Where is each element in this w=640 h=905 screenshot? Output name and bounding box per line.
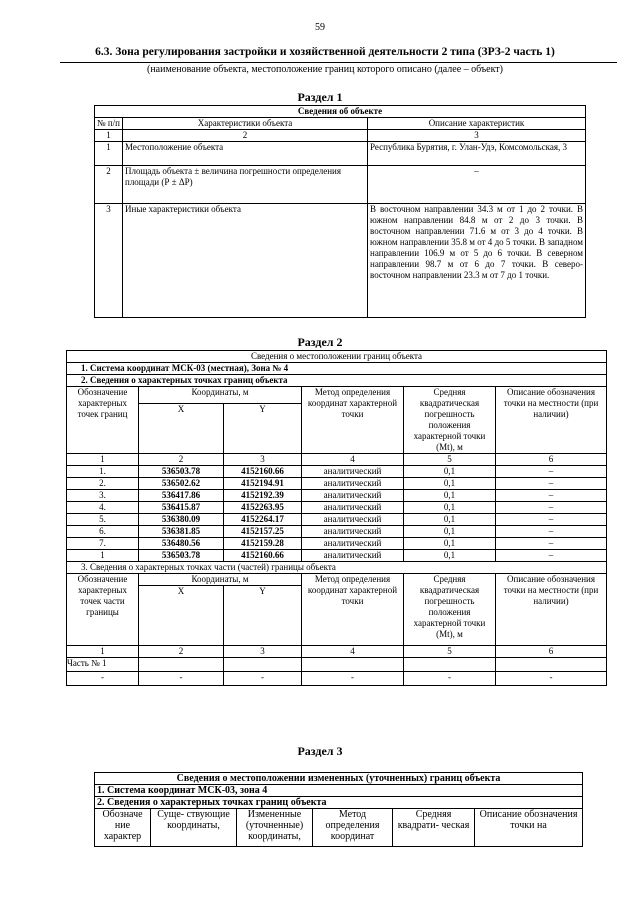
point-x: 536503.78 xyxy=(139,550,224,562)
col-number: 4 xyxy=(302,646,404,658)
parts-header-accuracy: Средняя квадратическая погрешность положения характерной точки (Mt), м xyxy=(404,574,496,646)
page-number: 59 xyxy=(315,22,325,33)
col-header-number: № п/п xyxy=(95,118,123,130)
point-id: 1 xyxy=(67,550,139,562)
point-x: 536417.86 xyxy=(139,490,224,502)
point-accuracy: 0,1 xyxy=(404,502,496,514)
point-x: 536415.87 xyxy=(139,502,224,514)
document-title: 6.3. Зона регулирования застройки и хозяйственной деятельности 2 типа (ЗРЗ-2 часть 1) xyxy=(95,46,555,58)
section3-heading: Раздел 3 xyxy=(297,744,343,758)
col-number: 1 xyxy=(67,454,139,466)
row-number: 1 xyxy=(95,142,123,166)
point-description: – xyxy=(496,466,607,478)
point-y: 4152159.28 xyxy=(224,538,302,550)
table-row xyxy=(95,142,586,166)
section2-table-title: Сведения о местоположении границ объекта xyxy=(67,351,607,363)
point-description: – xyxy=(496,502,607,514)
row-characteristic: Иные характеристики объекта xyxy=(123,204,368,318)
point-method: аналитический xyxy=(302,538,404,550)
col-header-characteristic: Характеристики объекта xyxy=(123,118,368,130)
col-number: 3 xyxy=(224,454,302,466)
row-number: 2 xyxy=(95,166,123,204)
col-number: 3 xyxy=(368,130,586,142)
part-cell: - xyxy=(224,672,302,686)
part-label: Часть № 1 xyxy=(67,658,139,672)
parts-header-y: Y xyxy=(224,586,302,646)
row-description: – xyxy=(368,166,586,204)
point-method: аналитический xyxy=(302,550,404,562)
table-row xyxy=(67,490,607,502)
part-cell: - xyxy=(139,672,224,686)
s3-header-method: Метод определения координат xyxy=(313,809,393,847)
row-characteristic: Площадь объекта ± величина погрешности определения площади (Р ± ΔР) xyxy=(123,166,368,204)
point-y: 4152160.66 xyxy=(224,466,302,478)
point-id: 7. xyxy=(67,538,139,550)
col-number: 2 xyxy=(123,130,368,142)
col-header-description: Описание характеристик xyxy=(368,118,586,130)
section2-table xyxy=(66,350,607,686)
table-row xyxy=(67,526,607,538)
parts-header-x: X xyxy=(139,586,224,646)
row-description: В восточном направлении 34.3 м от 1 до 2 точки. В южном направлении 84.8 м от 2 до 3 точки. В восточном направлении 71.6 м от 3 до 4 точки. В южном направлении 35.8 м от 4 до 5 точки. В западном направлении 106.9 м от 5 до 6 точки. В северном направлении 98.7 м от 6 до 7 точки. В северо-восточном направлении 23.3 м от 7 до 1 точки. xyxy=(368,204,586,318)
section1-heading: Раздел 1 xyxy=(297,90,343,104)
parts-header-method: Метод определения координат характерной точки xyxy=(302,574,404,646)
point-x: 536480.56 xyxy=(139,538,224,550)
point-accuracy: 0,1 xyxy=(404,550,496,562)
point-description: – xyxy=(496,490,607,502)
point-accuracy: 0,1 xyxy=(404,490,496,502)
table-row xyxy=(67,466,607,478)
col-number: 4 xyxy=(302,454,404,466)
parts-header-designation: Обозначение характерных точек части границы xyxy=(67,574,139,646)
row-number: 3 xyxy=(95,204,123,318)
part-cell: - xyxy=(67,672,139,686)
row-description: Республика Бурятия, г. Улан-Удэ, Комсомольская, 3 xyxy=(368,142,586,166)
table-row xyxy=(95,166,586,204)
table-row xyxy=(67,502,607,514)
header-accuracy: Средняя квадратическая погрешность положения характерной точки (Mt), м xyxy=(404,387,496,454)
section3-table xyxy=(94,772,583,847)
col-number: 6 xyxy=(496,646,607,658)
s3-header-existing-coords: Суще- ствующие координаты, xyxy=(151,809,237,847)
table-row xyxy=(67,538,607,550)
point-x: 536380.09 xyxy=(139,514,224,526)
header-x: X xyxy=(139,404,224,454)
col-number: 6 xyxy=(496,454,607,466)
col-number: 2 xyxy=(139,454,224,466)
s3-header-accuracy: Средняя квадрати- ческая xyxy=(393,809,475,847)
point-y: 4152192.39 xyxy=(224,490,302,502)
point-description: – xyxy=(496,514,607,526)
header-method: Метод определения координат характерной точки xyxy=(302,387,404,454)
col-number: 1 xyxy=(95,130,123,142)
point-y: 4152160.66 xyxy=(224,550,302,562)
row-characteristic: Местоположение объекта xyxy=(123,142,368,166)
point-accuracy: 0,1 xyxy=(404,538,496,550)
point-y: 4152157.25 xyxy=(224,526,302,538)
point-description: – xyxy=(496,550,607,562)
col-number: 1 xyxy=(67,646,139,658)
col-number: 5 xyxy=(404,646,496,658)
col-number: 2 xyxy=(139,646,224,658)
document-subtitle: (наименование объекта, местоположение границ которого описано (далее – объект) xyxy=(146,64,504,75)
point-id: 2. xyxy=(67,478,139,490)
part-cell: - xyxy=(302,672,404,686)
header-description: Описание обозначения точки на местности (при наличии) xyxy=(496,387,607,454)
s3-header-changed-coords: Измененные (уточненные) координаты, xyxy=(237,809,313,847)
coord-system: 1. Система координат МСК-03 (местная), Зона № 4 xyxy=(67,363,607,375)
point-accuracy: 0,1 xyxy=(404,526,496,538)
point-method: аналитический xyxy=(302,478,404,490)
section1-table xyxy=(94,105,586,318)
point-x: 536502.62 xyxy=(139,478,224,490)
title-rule xyxy=(60,62,617,63)
points-title: 2. Сведения о характерных точках границ объекта xyxy=(67,375,607,387)
point-id: 5. xyxy=(67,514,139,526)
part-cell: - xyxy=(404,672,496,686)
parts-title: 3. Сведения о характерных точках части (частей) границы объекта xyxy=(67,562,607,574)
point-method: аналитический xyxy=(302,514,404,526)
point-description: – xyxy=(496,526,607,538)
col-number: 5 xyxy=(404,454,496,466)
point-description: – xyxy=(496,478,607,490)
s3-header-description: Описание обозначения точки на xyxy=(475,809,583,847)
section1-table-title: Сведения об объекте xyxy=(95,106,586,118)
s3-header-designation: Обозначе ние характер xyxy=(95,809,151,847)
parts-header-description: Описание обозначения точки на местности (при наличии) xyxy=(496,574,607,646)
header-y: Y xyxy=(224,404,302,454)
point-method: аналитический xyxy=(302,526,404,538)
point-accuracy: 0,1 xyxy=(404,478,496,490)
point-accuracy: 0,1 xyxy=(404,466,496,478)
point-x: 536381.85 xyxy=(139,526,224,538)
table-row xyxy=(67,672,607,686)
point-y: 4152264.17 xyxy=(224,514,302,526)
point-y: 4152263.95 xyxy=(224,502,302,514)
col-number: 3 xyxy=(224,646,302,658)
point-method: аналитический xyxy=(302,502,404,514)
point-description: – xyxy=(496,538,607,550)
header-coords: Координаты, м xyxy=(139,387,302,404)
point-x: 536503.78 xyxy=(139,466,224,478)
table-row xyxy=(67,514,607,526)
point-method: аналитический xyxy=(302,466,404,478)
parts-header-coords: Координаты, м xyxy=(139,574,302,586)
table-row xyxy=(67,550,607,562)
table-row xyxy=(95,204,586,318)
section3-table-title: Сведения о местоположении измененных (уточненных) границ объекта xyxy=(95,773,583,785)
section2-heading: Раздел 2 xyxy=(297,335,343,349)
table-row xyxy=(67,478,607,490)
part-cell: - xyxy=(496,672,607,686)
point-id: 4. xyxy=(67,502,139,514)
point-accuracy: 0,1 xyxy=(404,514,496,526)
header-designation: Обозначение характерных точек границ xyxy=(67,387,139,454)
point-method: аналитический xyxy=(302,490,404,502)
point-id: 3. xyxy=(67,490,139,502)
point-id: 1. xyxy=(67,466,139,478)
section3-points-title: 2. Сведения о характерных точках границ объекта xyxy=(95,797,583,809)
point-y: 4152194.91 xyxy=(224,478,302,490)
point-id: 6. xyxy=(67,526,139,538)
section3-coord-system: 1. Система координат МСК-03, зона 4 xyxy=(95,785,583,797)
